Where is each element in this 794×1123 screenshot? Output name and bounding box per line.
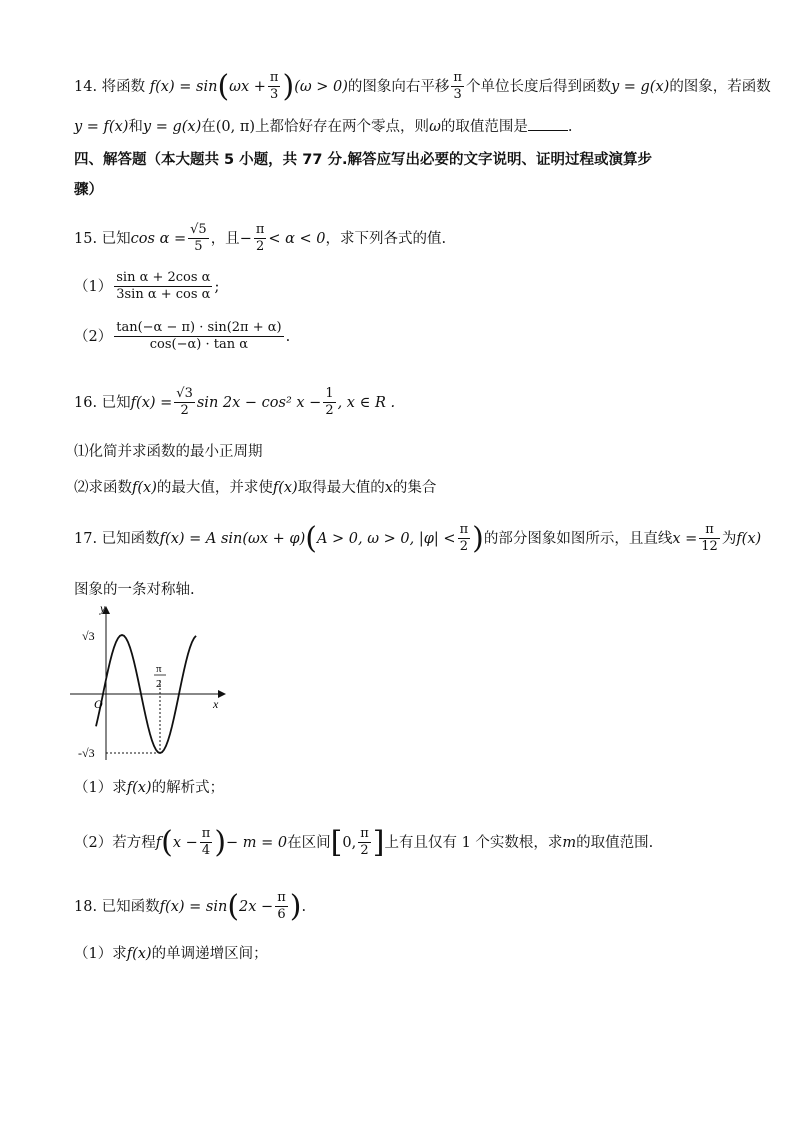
q17-part1: （1）求f(x)的解析式； <box>74 780 225 796</box>
q18-stem: 18. 已知函数f(x) = sin(2x − $\frac{\pi}{6}$ ). <box>74 888 307 924</box>
fraction-pi-over-12: $\frac{\pi}{12}$ <box>701 522 718 555</box>
section-heading: 四、解答题（本大题共 5 小题，共 77 分.解答应写出必要的文字说明、证明过程或演算步 <box>74 152 652 168</box>
fraction-expr: $\frac{\text{sin α + 2cos α}}{\text{3sin α + cos α}}$ <box>116 270 211 303</box>
two-label: 2 <box>156 678 162 690</box>
q15-part1: （1） $\frac{\text{sin α + 2cos α}}{\text{3sin α + cos α}}$ ; <box>74 270 220 303</box>
x-axis-arrow <box>218 690 226 698</box>
fraction-pi-over-3: $\frac{\pi}{3}$ <box>453 70 462 103</box>
q18-number: 18. <box>74 898 98 915</box>
q14-number: 14. <box>74 78 98 95</box>
fraction-expr: $\frac{\tan(-\alpha - \pi) \cdot \sin(2\pi + \alpha)}{\text{cos(−α) · tan α}}$ <box>116 320 282 353</box>
fraction-pi-over-2: $\frac{\pi}{2}$ <box>255 222 265 255</box>
y-label: y <box>100 601 106 615</box>
q15-number: 15. <box>74 230 98 247</box>
q17-stem: 17. 已知函数f(x) = A sin(ωx + φ)(A > 0, ω > 0, |φ| < $\frac{\pi}{2}$ )的部分图象如图所示，且直线x = $\frac{\pi}{12}$ 为f(x) <box>74 520 762 556</box>
q14-line2: y = f(x)和y = g(x)在(0, π)上都恰好存在两个零点，则ω的取值范围是 . <box>74 116 573 136</box>
fraction-pi-over-6: $\frac{\pi}{6}$ <box>277 890 286 923</box>
answer-blank <box>528 116 568 131</box>
q16-part1: ⑴化简并求函数的最小正周期 <box>74 444 263 460</box>
sine-graph <box>66 600 236 770</box>
fraction-sqrt3-over-2: $\frac{√3}{2}$ <box>176 386 193 419</box>
fraction-sqrt5-over-5: $\frac{√5}{5}$ <box>190 222 207 255</box>
fraction-pi-over-2: $\frac{\pi}{2}$ <box>360 826 369 859</box>
x-label: x <box>213 697 219 711</box>
q18-part1: （1）求f(x)的单调递增区间； <box>74 946 268 962</box>
origin-label: O <box>94 697 103 711</box>
q16-part2: ⑵求函数f(x)的最大值，并求使f(x)取得最大值的x的集合 <box>74 480 437 496</box>
q14-line1: 14. 将函数 f(x) = sin(ωx + $\frac{\pi}{3}$ )(ω > 0)的图象向右平移 $\frac{\pi}{3}$ 个单位长度后得到函数y = g(x)的图象，若函数 <box>74 68 771 104</box>
pi-label: π <box>156 663 162 675</box>
section-heading-cont: 骤） <box>74 182 103 198</box>
fraction-pi-over-4: $\frac{\pi}{4}$ <box>201 826 211 859</box>
fraction-1-over-2: $\frac{1}{2}$ <box>325 386 334 419</box>
q15-part2: （2） $\frac{\tan(-\alpha - \pi) \cdot \sin(2\pi + \alpha)}{\text{cos(−α) · tan α}}$ . <box>74 320 291 353</box>
min-label: -√3 <box>78 746 95 760</box>
q16-stem: 16. 已知f(x) = $\frac{√3}{2}$ sin 2x − cos² x − $\frac{1}{2}$ , x ∈ R . <box>74 386 396 419</box>
q17-number: 17. <box>74 530 98 547</box>
fraction-pi-over-3: $\frac{\pi}{3}$ <box>269 70 279 103</box>
q16-number: 16. <box>74 394 98 411</box>
fraction-pi-over-2: $\frac{\pi}{2}$ <box>459 522 469 555</box>
q17-stem-cont: 图象的一条对称轴. <box>74 582 195 598</box>
q17-part2: （2）若方程f(x − $\frac{\pi}{4}$ )− m = 0在区间[0, $\frac{\pi}{2}$ ]上有且仅有 1 个实数根，求m的取值范围. <box>74 824 654 860</box>
max-label: √3 <box>82 629 95 643</box>
q15-stem: 15. 已知cos α = $\frac{√5}{5}$ ，且− $\frac{\pi}{2}$ < α < 0，求下列各式的值. <box>74 222 447 255</box>
